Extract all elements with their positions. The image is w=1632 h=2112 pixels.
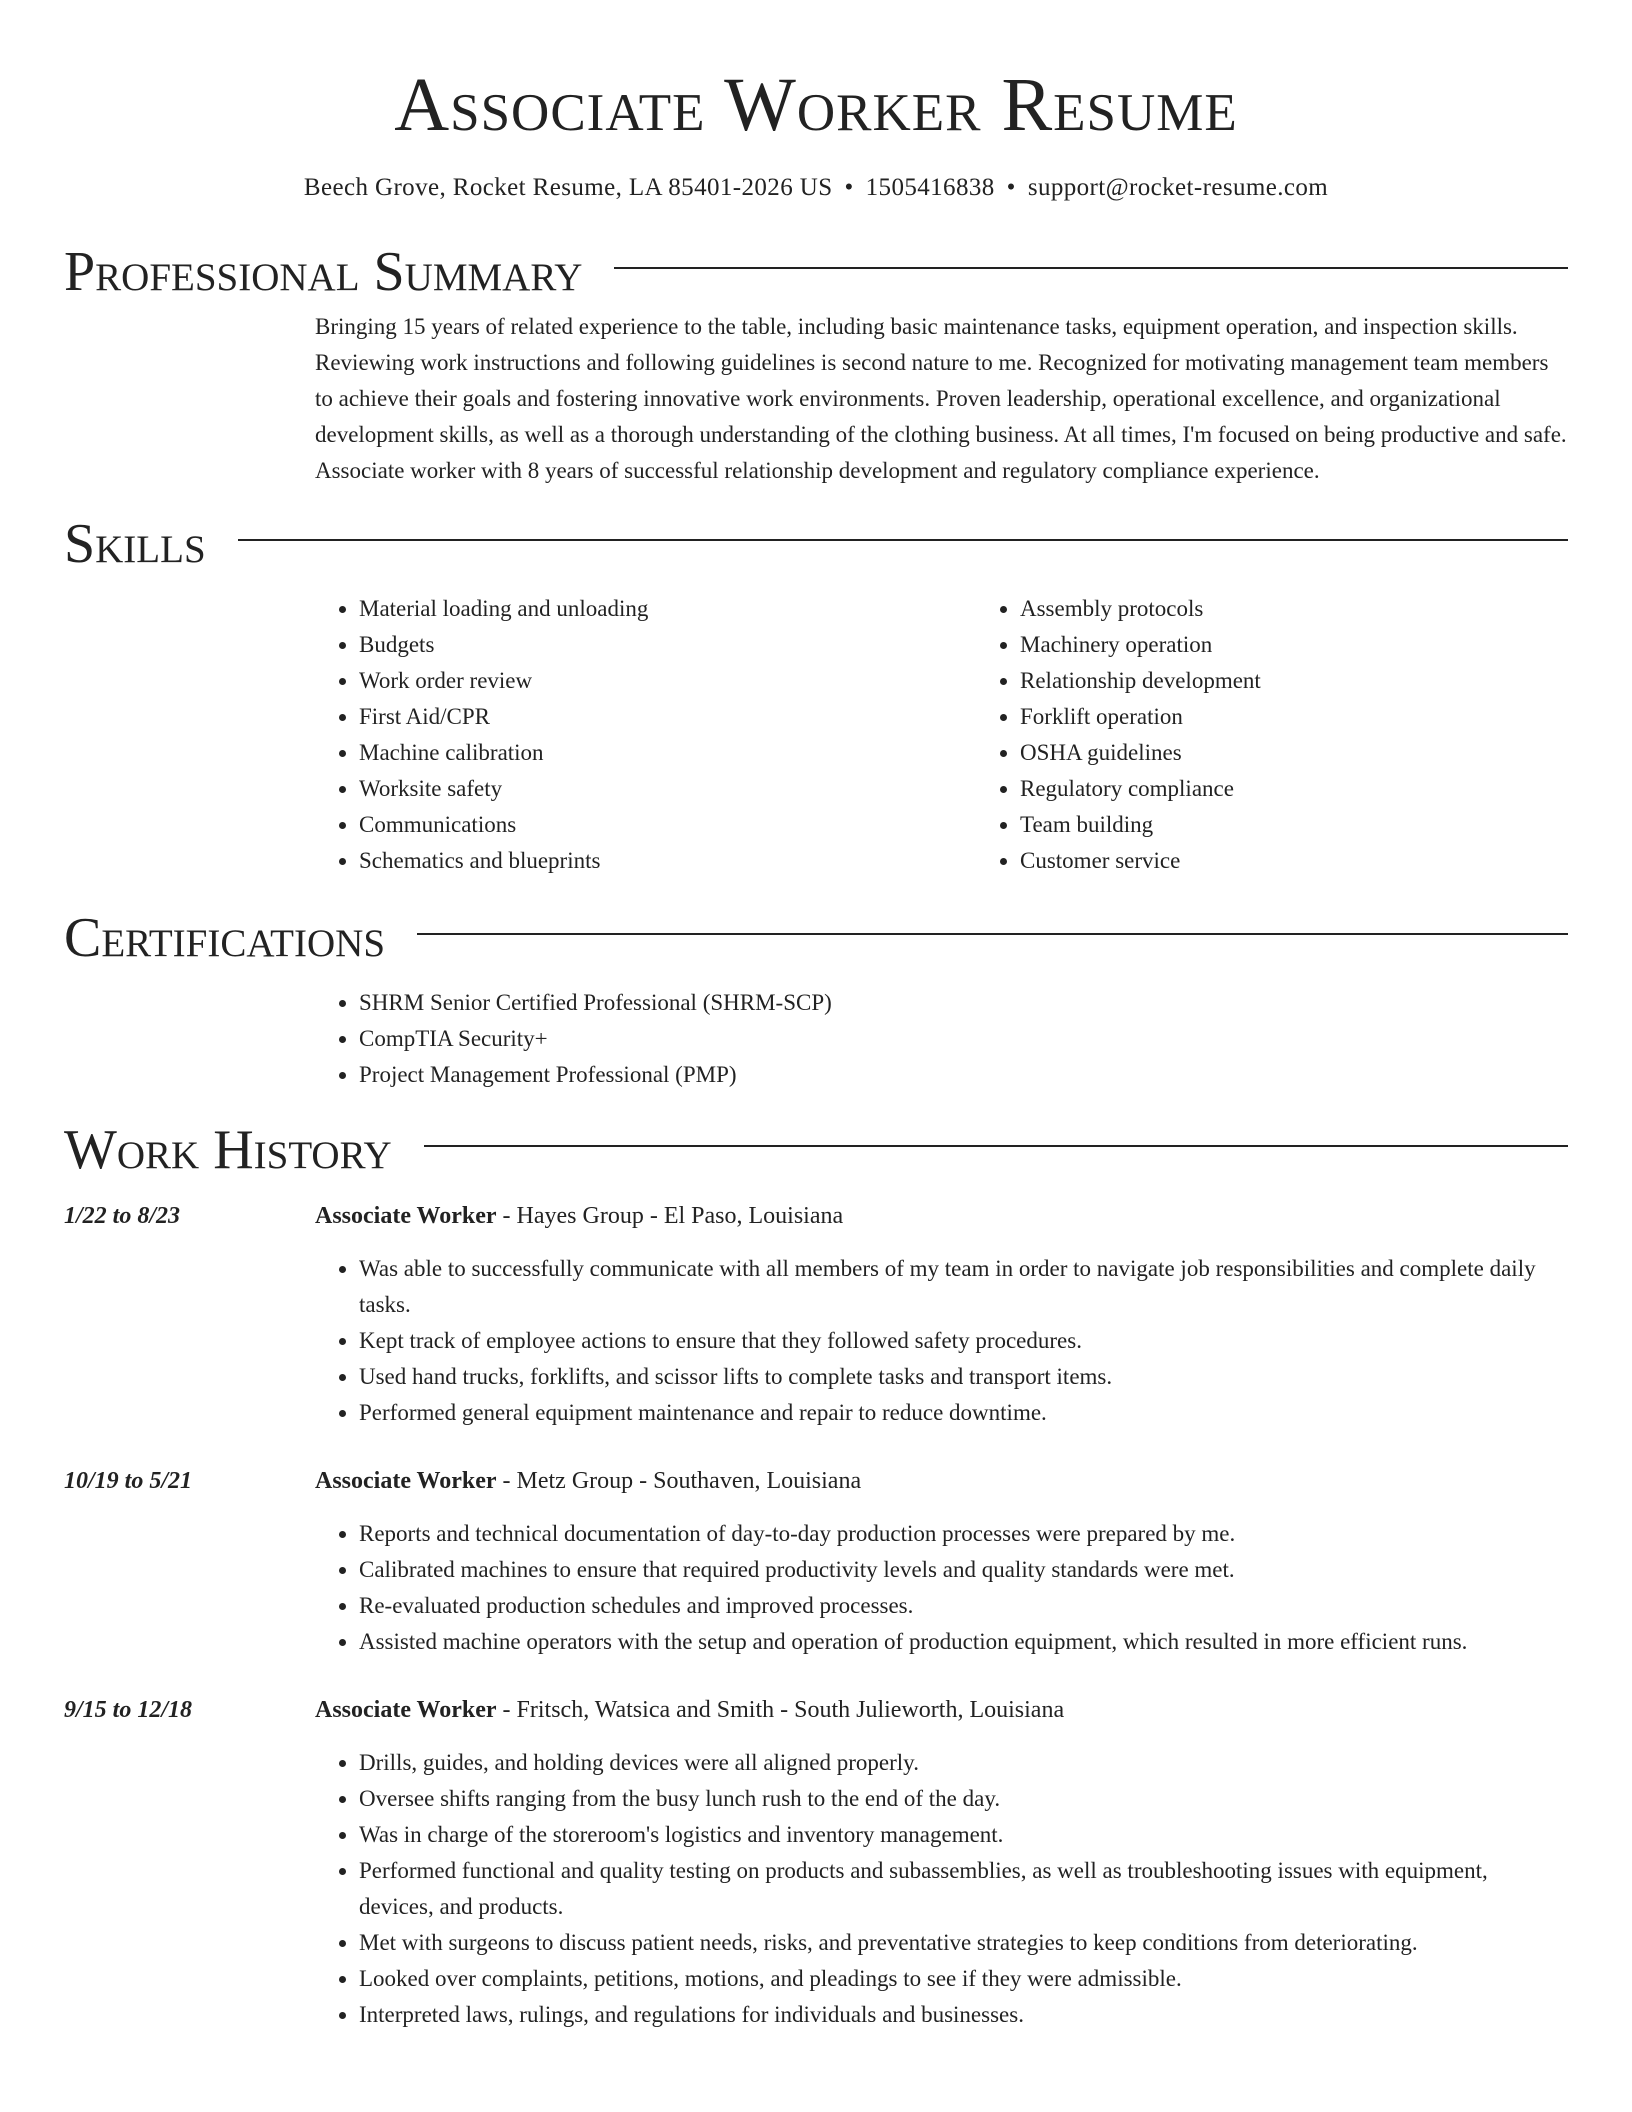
section-divider — [238, 539, 1568, 541]
contact-email[interactable]: support@rocket-resume.com — [1027, 174, 1329, 201]
job-dates: 10/19 to 5/21 — [64, 1468, 193, 1494]
job-bullet: • Re-evaluated production schedules and improved processes. — [359, 1588, 1568, 1624]
summary-content — [315, 309, 1568, 489]
certification-item: • CompTIA Security+ — [359, 1021, 1568, 1057]
job-details: - Metz Group - Southaven, Louisiana — [496, 1468, 862, 1494]
contact-phone: 1505416838 — [865, 174, 995, 201]
work-history-section — [64, 1115, 1568, 2033]
job-role: Associate Worker — [315, 1468, 497, 1494]
job-dates: 9/15 to 12/18 — [64, 1697, 193, 1723]
contact-separator: • — [1006, 174, 1016, 201]
section-divider — [424, 1145, 1568, 1147]
job-bullet: • Oversee shifts ranging from the busy lunch rush to the end of the day. — [359, 1781, 1568, 1817]
contact-line — [64, 172, 1568, 204]
section-divider — [614, 267, 1568, 269]
job-role: Associate Worker — [315, 1203, 497, 1229]
certifications-list — [315, 985, 1568, 1093]
job-entry — [64, 1464, 1568, 1660]
certifications-title: Certifications — [64, 907, 386, 969]
job-bullet: • Looked over complaints, petitions, motions, and pleadings to see if they were admissible. — [359, 1961, 1568, 1997]
job-entry — [64, 1199, 1568, 1431]
work-history-title: Work History — [64, 1119, 392, 1181]
skill-item: • Machine calibration — [359, 735, 976, 771]
skill-item: • Assembly protocols — [1020, 591, 1632, 627]
skill-item: • OSHA guidelines — [1020, 735, 1632, 771]
job-body — [315, 1464, 1568, 1660]
certifications-section — [64, 903, 1568, 1093]
job-bullet: • Assisted machine operators with the setup and operation of production equipment, which resulted in more efficient runs. — [359, 1624, 1568, 1660]
skill-item: • Worksite safety — [359, 771, 976, 807]
job-bullet: • Performed general equipment maintenance and repair to reduce downtime. — [359, 1395, 1568, 1431]
job-title-line — [315, 1464, 1568, 1498]
resume-page — [64, 0, 1568, 2033]
skills-content — [315, 591, 1568, 879]
skills-title: Skills — [64, 513, 206, 575]
job-bullet: • Performed functional and quality testing on products and subassemblies, as well as troubleshooting issues with equipment, devices, and products. — [359, 1853, 1568, 1925]
job-bullets — [315, 1251, 1568, 1431]
job-bullet: • Used hand trucks, forklifts, and scissor lifts to complete tasks and transport items. — [359, 1359, 1568, 1395]
contact-address: Beech Grove, Rocket Resume, LA 85401-2026 US — [303, 174, 833, 201]
job-bullet: • Drills, guides, and holding devices were all aligned properly. — [359, 1745, 1568, 1781]
summary-text: Bringing 15 years of related experience to the table, including basic maintenance tasks, equipment operation, and inspection skills. Reviewing work instructions and following guidelines is second nature to me. Recognized for motivating management team members to achieve their goals and fostering innovative work environments. Proven leadership, operational excellence, and organizational development skills, as well as a thorough understanding of the clothing business. At all times, I'm focused on being productive and safe. Associate worker with 8 years of successful relationship development and regulatory compliance experience. — [315, 314, 1567, 483]
job-bullet: • Was able to successfully communicate with all members of my team in order to navigate job responsibilities and complete daily tasks. — [359, 1251, 1568, 1323]
skills-section — [64, 509, 1568, 879]
job-bullet: • Calibrated machines to ensure that required productivity levels and quality standards were met. — [359, 1552, 1568, 1588]
skill-item: • Schematics and blueprints — [359, 843, 976, 879]
job-details: - Fritsch, Watsica and Smith - South Julieworth, Louisiana — [496, 1697, 1065, 1723]
job-details: - Hayes Group - El Paso, Louisiana — [496, 1203, 844, 1229]
skills-list-right — [976, 591, 1632, 879]
job-role: Associate Worker — [315, 1697, 497, 1723]
job-body — [315, 1199, 1568, 1431]
job-dates: 1/22 to 8/23 — [64, 1203, 181, 1229]
skill-item: • Team building — [1020, 807, 1632, 843]
job-bullet: • Was in charge of the storeroom's logistics and inventory management. — [359, 1817, 1568, 1853]
job-bullet: • Kept track of employee actions to ensure that they followed safety procedures. — [359, 1323, 1568, 1359]
skills-heading — [64, 509, 1568, 579]
certifications-heading — [64, 903, 1568, 973]
job-bullet: • Met with surgeons to discuss patient needs, risks, and preventative strategies to keep conditions from deteriorating. — [359, 1925, 1568, 1961]
job-bullet: • Reports and technical documentation of day-to-day production processes were prepared by me. — [359, 1516, 1568, 1552]
skill-item: • Communications — [359, 807, 976, 843]
skill-item: • Material loading and unloading — [359, 591, 976, 627]
job-bullet: • Interpreted laws, rulings, and regulations for individuals and businesses. — [359, 1997, 1568, 2033]
resume-title: Associate Worker Resume — [394, 63, 1238, 147]
skill-item: • Relationship development — [1020, 663, 1632, 699]
job-body — [315, 1693, 1568, 2033]
skill-item: • Regulatory compliance — [1020, 771, 1632, 807]
certification-item: • SHRM Senior Certified Professional (SHRM-SCP) — [359, 985, 1568, 1021]
skill-item: • Budgets — [359, 627, 976, 663]
summary-heading — [64, 237, 1568, 307]
job-bullets — [315, 1516, 1568, 1660]
skill-item: • First Aid/CPR — [359, 699, 976, 735]
job-entry — [64, 1693, 1568, 2033]
job-bullets — [315, 1745, 1568, 2033]
contact-separator: • — [844, 174, 854, 201]
section-divider — [417, 933, 1568, 935]
summary-section — [64, 237, 1568, 489]
summary-title: Professional Summary — [64, 241, 583, 303]
skills-list-left — [315, 591, 976, 879]
skill-item: • Customer service — [1020, 843, 1632, 879]
skills-columns — [315, 591, 1568, 879]
work-history-heading — [64, 1115, 1568, 1185]
skill-item: • Machinery operation — [1020, 627, 1632, 663]
skill-item: • Forklift operation — [1020, 699, 1632, 735]
certification-item: • Project Management Professional (PMP) — [359, 1057, 1568, 1093]
job-title-line — [315, 1693, 1568, 1727]
job-title-line — [315, 1199, 1568, 1233]
skill-item: • Work order review — [359, 663, 976, 699]
certifications-content — [315, 985, 1568, 1093]
